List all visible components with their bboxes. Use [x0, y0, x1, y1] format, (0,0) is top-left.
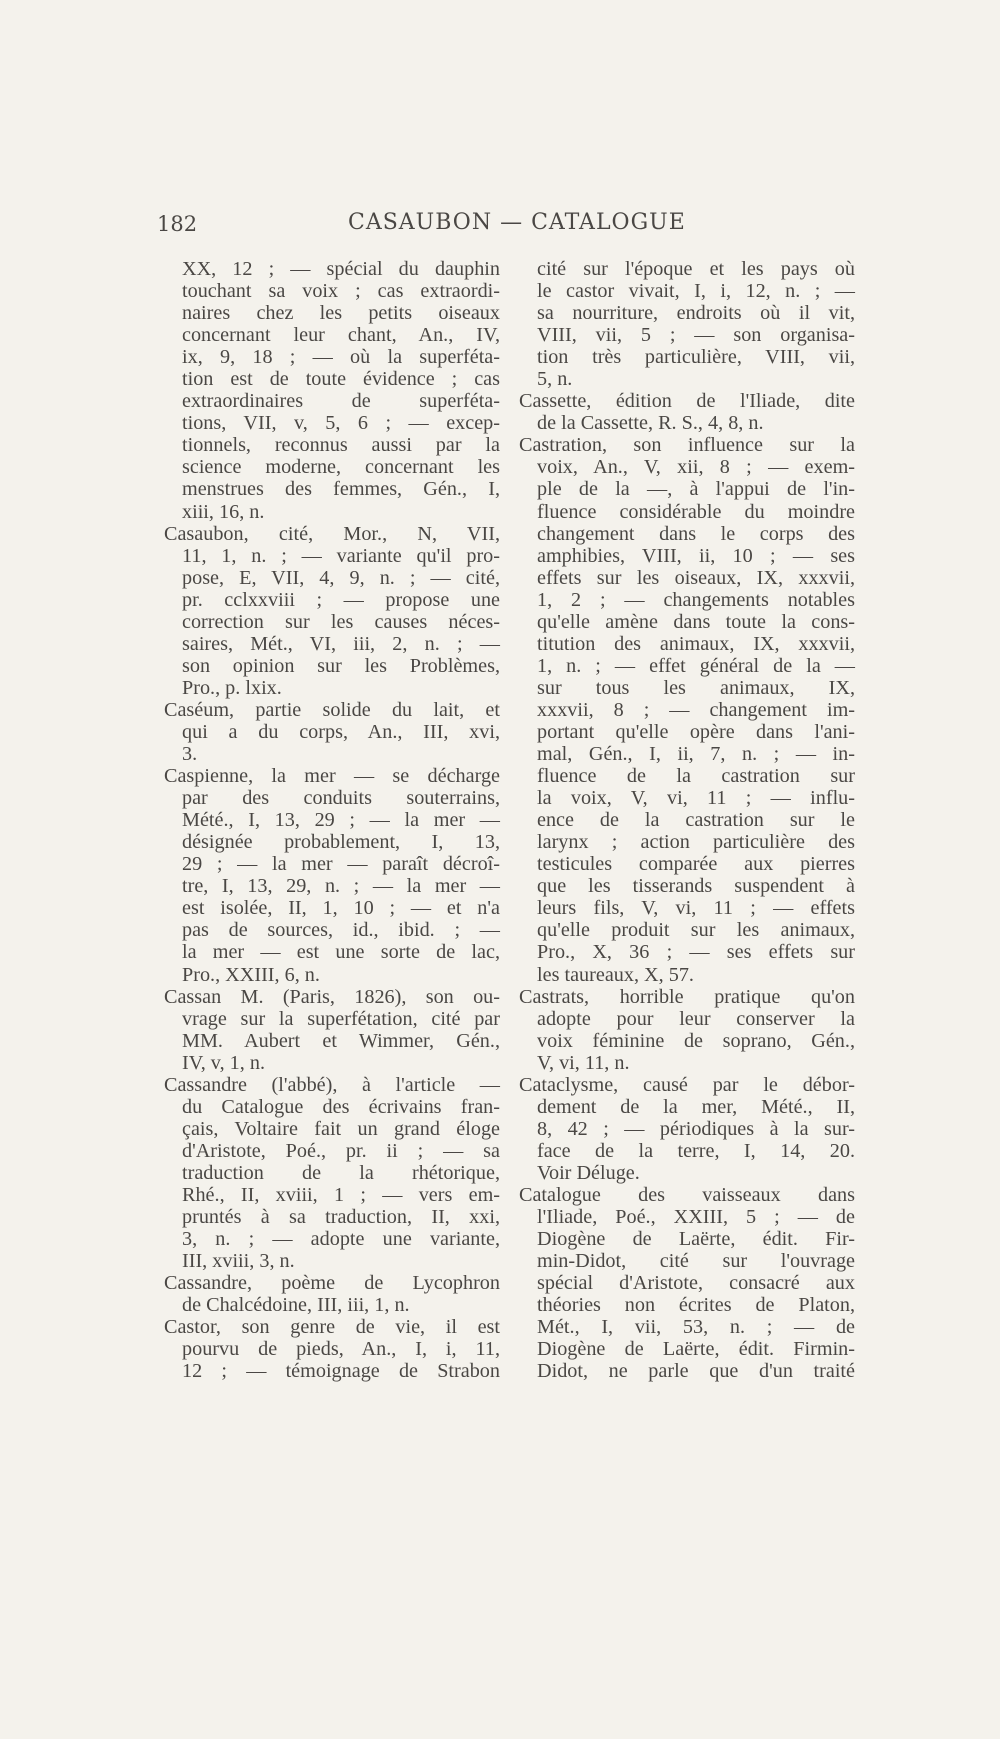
text-line: Cassandre (l'abbé), à l'article —	[164, 1073, 500, 1096]
text-line: science moderne, concernant les	[182, 456, 500, 479]
text-line: est isolée, II, 1, 10 ; — et n'a	[182, 897, 500, 920]
text-line: tionnels, reconnus aussi par la	[182, 434, 500, 457]
text-line: 11, 1, n. ; — variante qu'il pro-	[182, 544, 500, 567]
text-line: menstrues des femmes, Gén., I,	[182, 478, 500, 501]
text-line: Castor, son genre de vie, il est	[164, 1316, 500, 1339]
text-line: ix, 9, 18 ; — où la superféta-	[182, 346, 500, 369]
text-line: théories non écrites de Platon,	[537, 1294, 855, 1317]
text-line: pas de sources, id., ibid. ; —	[182, 919, 500, 942]
text-line: Cassette, édition de l'Iliade, dite	[519, 390, 855, 413]
text-line: l'Iliade, Poé., XXIII, 5 ; — de	[537, 1206, 855, 1229]
text-line: Castration, son influence sur la	[519, 434, 855, 457]
text-line: cité sur l'époque et les pays où	[537, 258, 855, 280]
text-line: sa nourriture, endroits où il vit,	[537, 302, 855, 325]
text-line: Caséum, partie solide du lait, et	[164, 698, 500, 721]
text-line: portant qu'elle opère dans l'ani-	[537, 720, 855, 743]
text-line: ple de la —, à l'appui de l'in-	[537, 478, 855, 501]
text-line: pose, E, VII, 4, 9, n. ; — cité,	[182, 566, 500, 589]
text-line: d'Aristote, Poé., pr. ii ; — sa	[182, 1139, 500, 1162]
text-line: qui a du corps, An., III, xvi,	[182, 720, 500, 743]
text-line: 3.	[182, 743, 198, 766]
text-line: qu'elle produit sur les animaux,	[537, 919, 855, 942]
left-column	[164, 258, 500, 1382]
text-line: Caspienne, la mer — se décharge	[164, 765, 500, 788]
text-line: Diogène de Laërte, édit. Fir-	[537, 1228, 855, 1251]
text-line: 12 ; — témoignage de Strabon	[182, 1360, 500, 1383]
text-line: tre, I, 13, 29, n. ; — la mer —	[182, 875, 500, 898]
text-line: qu'elle amène dans toute la cons-	[537, 610, 855, 633]
text-line: de Chalcédoine, III, iii, 1, n.	[182, 1294, 410, 1317]
text-line: 29 ; — la mer — paraît décroî-	[182, 853, 500, 876]
text-line: xiii, 16, n.	[182, 500, 265, 523]
text-line: 3, n. ; — adopte une variante,	[182, 1228, 500, 1251]
text-line: changement dans le corps des	[537, 522, 855, 545]
text-line: pr. cclxxviii ; — propose une	[182, 588, 500, 611]
text-line: VIII, vii, 5 ; — son organisa-	[537, 324, 855, 347]
text-line: spécial d'Aristote, consacré aux	[537, 1272, 855, 1295]
text-line: sur tous les animaux, IX,	[537, 676, 855, 699]
text-line: 5, n.	[537, 368, 573, 391]
text-line: voix, An., V, xii, 8 ; — exem-	[537, 456, 855, 479]
text-line: fluence de la castration sur	[537, 765, 855, 788]
text-line: la voix, V, vi, 11 ; — influ-	[537, 787, 855, 810]
text-line: MM. Aubert et Wimmer, Gén.,	[182, 1029, 500, 1052]
text-line: Mété., I, 13, 29 ; — la mer —	[182, 809, 500, 832]
text-line: Cassan M. (Paris, 1826), son ou-	[164, 985, 500, 1008]
text-line: de la Cassette, R. S., 4, 8, n.	[537, 412, 764, 435]
text-line: 8, 42 ; — périodiques à la sur-	[537, 1117, 855, 1140]
text-line: Diogène de Laërte, édit. Firmin-	[537, 1338, 855, 1361]
text-line: testicules comparée aux pierres	[537, 853, 855, 876]
text-line: Pro., XXIII, 6, n.	[182, 963, 320, 986]
text-line: désignée probablement, I, 13,	[182, 831, 500, 854]
text-line: 1, 2 ; — changements notables	[537, 588, 855, 611]
text-line: amphibies, VIII, ii, 10 ; — ses	[537, 544, 855, 567]
text-line: correction sur les causes néces-	[182, 610, 500, 633]
text-line: concernant leur chant, An., IV,	[182, 324, 500, 347]
text-line: du Catalogue des écrivains fran-	[182, 1095, 500, 1118]
text-line: tion très particulière, VIII, vii,	[537, 346, 855, 369]
text-line: adopte pour leur conserver la	[537, 1007, 855, 1030]
text-line: voix féminine de soprano, Gén.,	[537, 1029, 855, 1052]
text-line: Castrats, horrible pratique qu'on	[519, 985, 855, 1008]
text-line: Catalogue des vaisseaux dans	[519, 1183, 855, 1206]
text-line: XX, 12 ; — spécial du dauphin	[182, 258, 500, 280]
text-line: les taureaux, X, 57.	[537, 963, 694, 986]
text-line: fluence considérable du moindre	[537, 500, 855, 523]
text-line: mal, Gén., I, ii, 7, n. ; — in-	[537, 743, 855, 766]
text-line: Pro., p. lxix.	[182, 676, 282, 699]
text-line: dement de la mer, Mété., II,	[537, 1095, 855, 1118]
text-line: IV, v, 1, n.	[182, 1051, 265, 1074]
text-line: Rhé., II, xviii, 1 ; — vers em-	[182, 1183, 500, 1206]
text-line: face de la terre, I, 14, 20.	[537, 1139, 855, 1162]
text-line: Casaubon, cité, Mor., N, VII,	[164, 522, 500, 545]
right-column	[519, 258, 855, 1382]
text-line: tion est de toute évidence ; cas	[182, 368, 500, 391]
text-line: la mer — est une sorte de lac,	[182, 941, 500, 964]
text-line: touchant sa voix ; cas extraordi-	[182, 280, 500, 303]
text-line: titution des animaux, IX, xxxvii,	[537, 632, 855, 655]
text-line: leurs fils, V, vi, 11 ; — effets	[537, 897, 855, 920]
text-line: effets sur les oiseaux, IX, xxxvii,	[537, 566, 855, 589]
text-line: pourvu de pieds, An., I, i, 11,	[182, 1338, 500, 1361]
text-line: 1, n. ; — effet général de la —	[537, 654, 855, 677]
text-line: saires, Mét., VI, iii, 2, n. ; —	[182, 632, 500, 655]
text-line: larynx ; action particulière des	[537, 831, 855, 854]
text-line: que les tisserands suspendent à	[537, 875, 855, 898]
text-line: son opinion sur les Problèmes,	[182, 654, 500, 677]
text-line: Cataclysme, causé par le débor-	[519, 1073, 855, 1096]
text-line: Voir Déluge.	[537, 1161, 640, 1184]
running-head: CASAUBON — CATALOGUE	[348, 210, 686, 235]
text-line: tions, VII, v, 5, 6 ; — excep-	[182, 412, 500, 435]
text-line: extraordinaires de superféta-	[182, 390, 500, 413]
text-line: Mét., I, vii, 53, n. ; — de	[537, 1316, 855, 1339]
text-line: ence de la castration sur le	[537, 809, 855, 832]
text-line: par des conduits souterrains,	[182, 787, 500, 810]
text-line: naires chez les petits oiseaux	[182, 302, 500, 325]
text-line: min-Didot, cité sur l'ouvrage	[537, 1250, 855, 1273]
text-line: xxxvii, 8 ; — changement im-	[537, 698, 855, 721]
text-line: Pro., X, 36 ; — ses effets sur	[537, 941, 855, 964]
text-line: çais, Voltaire fait un grand éloge	[182, 1117, 500, 1140]
page-number: 182	[157, 212, 198, 236]
text-line: III, xviii, 3, n.	[182, 1250, 295, 1273]
text-line: pruntés à sa traduction, II, xxi,	[182, 1206, 500, 1229]
text-line: le castor vivait, I, i, 12, n. ; —	[537, 280, 855, 303]
text-line: V, vi, 11, n.	[537, 1051, 630, 1074]
text-line: traduction de la rhétorique,	[182, 1161, 500, 1184]
text-line: Didot, ne parle que d'un traité	[537, 1360, 855, 1383]
text-line: Cassandre, poème de Lycophron	[164, 1272, 500, 1295]
text-line: vrage sur la superfétation, cité par	[182, 1007, 500, 1030]
